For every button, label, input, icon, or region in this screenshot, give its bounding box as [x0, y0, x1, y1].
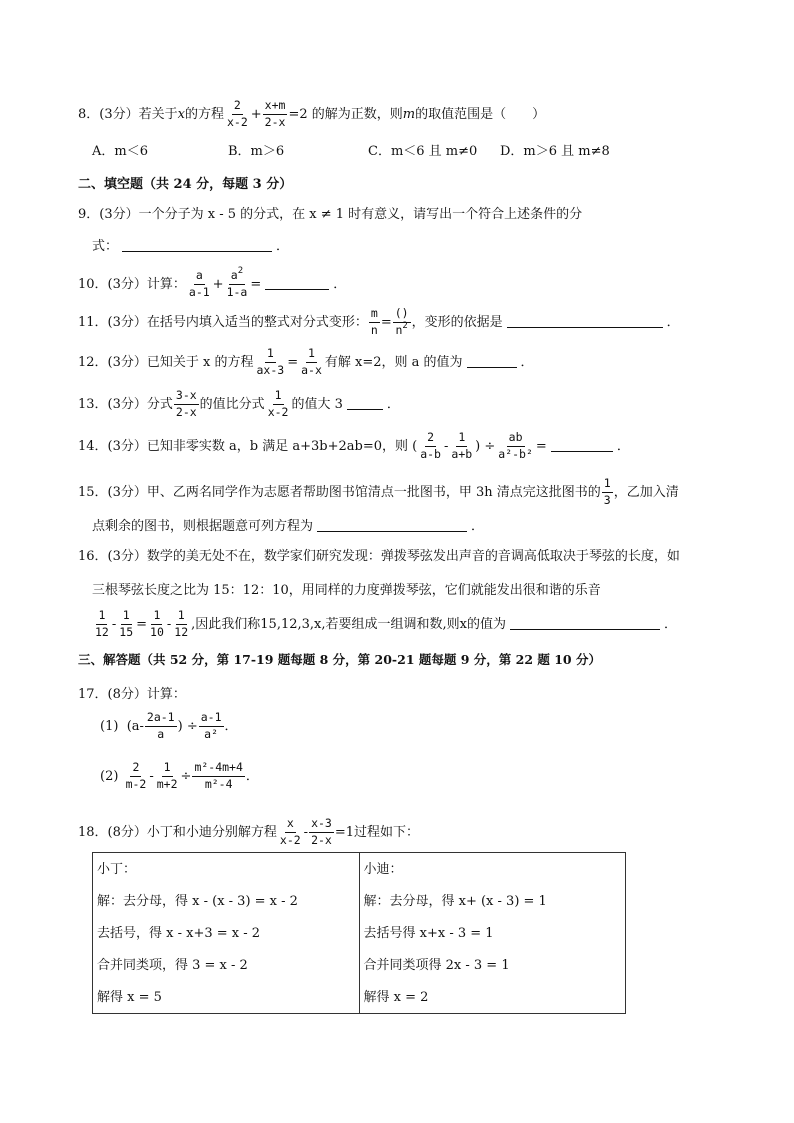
- q8-options: [92, 145, 610, 158]
- section-2-heading: 二、填空题（共 24 分，每题 3 分）: [78, 177, 293, 192]
- q12-text: 12．(3分）已知关于 x 的方程: [78, 354, 254, 370]
- q11-fraction-2: () $n^2$: [394, 306, 409, 337]
- q9-label: 式：: [92, 239, 119, 254]
- q11-end: ．: [666, 314, 680, 330]
- q16-fraction-1: 1 12: [95, 608, 109, 639]
- q8-text-4: 的取值范围是（ ）: [415, 106, 546, 122]
- q17-p2-div: ÷: [180, 768, 192, 784]
- q14-blank[interactable]: [551, 441, 613, 452]
- q13-fraction-2: 1 x-2: [267, 388, 289, 419]
- q8-text-2: 的方程: [184, 106, 224, 122]
- q17-p2-fraction-3: $\frac{\text{m²-4m+4}}{\text{m²-4}}$: [194, 760, 243, 791]
- table-row: 解得 x = 2: [363, 989, 429, 1005]
- q13-end: ．: [386, 396, 400, 412]
- table-row: 小丁：: [97, 861, 137, 877]
- q16-fraction-2: $\frac{1}{15}$: [119, 608, 134, 639]
- q9-blank[interactable]: [122, 241, 272, 252]
- q14-fraction-2: 1 a+b: [451, 430, 473, 461]
- q8-fraction-1: 2 x-2: [226, 98, 248, 129]
- q8-plus: +: [250, 106, 262, 122]
- q17-title: 17．(8分）计算：: [78, 687, 186, 702]
- q18-tail: =1过程如下：: [334, 824, 420, 840]
- q12-blank[interactable]: [467, 357, 517, 368]
- q12-fraction-1: $\frac{1}{ax-3}$: [256, 346, 285, 377]
- q18-minus: -: [303, 824, 309, 840]
- q15-text: 15．(3分）甲、乙两名同学作为志愿者帮助图书馆清点一批图书，甲 3h 清点完这批图书的: [78, 484, 601, 500]
- q12-end: ．: [520, 354, 534, 370]
- q11-fraction-1: $\frac{m}{n}$: [370, 306, 378, 337]
- q14-minus: -: [443, 438, 449, 454]
- q13-fraction-1: 3-x 2-x: [175, 388, 197, 419]
- q17-p1-fraction-1: 2a-1 a: [146, 710, 175, 741]
- q15-fraction: 1 3: [603, 476, 611, 507]
- q17-p2-fraction-1: 2 m-2: [125, 760, 147, 791]
- table-row: 小迪：: [363, 861, 403, 877]
- section-3-heading: 三、解答题（共 52 分，第 17-19 题每题 8 分，第 20-21 题每题 9 分，第 22 题 10 分）: [78, 652, 601, 667]
- q8-text-3: =2 的解为正数，则: [288, 106, 403, 122]
- q16-fraction-3: $\frac{1}{10}$: [150, 608, 164, 639]
- question-18: [78, 818, 419, 846]
- q9-line-1: 9．(3分）一个分子为 x - 5 的分式，在 x ≠ 1 时有意义，请写出一个符合上述条件的分: [78, 207, 583, 222]
- q10-end: ．: [333, 276, 347, 292]
- question-14: [78, 432, 630, 460]
- q17-p1-open: (a-: [126, 718, 144, 734]
- table-row: 解：去分母，得 x+ (x - 3) = 1: [363, 893, 547, 909]
- q17-p2-minus: -: [149, 768, 154, 784]
- q16-minus-1: -: [111, 616, 117, 632]
- q18-text: 18．(8分）小丁和小迪分别解方程: [78, 824, 277, 840]
- q10-eq: =: [250, 276, 262, 292]
- q17-p1-end: ．: [224, 718, 238, 734]
- q10-text: 10．(3分）计算：: [78, 276, 186, 292]
- solution-xiaodi: [359, 853, 626, 1014]
- q12-mid: 有解 x=2，则 a 的值为: [324, 354, 463, 370]
- q14-fraction-3: $\frac{ab}{\text{a²-b²}}$: [498, 430, 533, 461]
- solution-xiaoding: [93, 853, 360, 1014]
- q18-fraction-2: $\frac{x-3}{2-x}$: [311, 816, 332, 847]
- q15-line-2: [92, 520, 484, 533]
- q8-option-a: A．m＜6: [92, 144, 148, 159]
- q16-blank[interactable]: [510, 619, 660, 630]
- q8-option-d: D．m＞6 且 m≠8: [500, 144, 610, 159]
- q11-mid: ，变形的依据是: [411, 314, 503, 330]
- q13-mid: 的值比分式: [199, 396, 265, 412]
- question-11: [78, 308, 680, 337]
- q16-text-3: ,因此我们称15,12,3,x,若要组成一组调和数,则x的值为: [191, 616, 506, 632]
- q10-plus: +: [212, 276, 224, 292]
- table-row: 解得 x = 5: [97, 989, 162, 1005]
- question-13: [78, 390, 400, 418]
- q10-blank[interactable]: [265, 279, 329, 290]
- q14-div: ) ÷: [475, 438, 496, 454]
- q17-p2-fraction-2: $\frac{1}{m+2}$: [156, 760, 178, 791]
- q11-text: 11．(3分）在括号内填入适当的整式对分式变形：: [78, 314, 368, 330]
- q11-blank[interactable]: [507, 317, 663, 328]
- q17-p1-fraction-2: $\frac{a-1}{\text{a²}}$: [200, 710, 222, 741]
- q17-part-2: [100, 762, 259, 790]
- question-8: [78, 100, 545, 128]
- q8-m: m: [402, 106, 416, 122]
- q15-text-end: ，乙加入清: [613, 484, 679, 500]
- q13-text: 13．(3分）分式: [78, 396, 173, 412]
- question-10: [78, 266, 347, 299]
- q15-end: ．: [471, 519, 485, 534]
- table-row: 合并同类项得 2x - 3 = 1: [363, 957, 510, 973]
- question-12: [78, 348, 534, 376]
- q13-blank[interactable]: [347, 399, 383, 410]
- q12-eq: =: [287, 354, 299, 370]
- q11-eq: =: [380, 314, 392, 330]
- q14-eq: =: [535, 438, 547, 454]
- q15-text-2: 点剩余的图书，则根据题意可列方程为: [92, 519, 314, 534]
- q8-text-1: 8．(3分）若关于: [78, 106, 178, 122]
- table-row: 解：去分母，得 x - (x - 3) = x - 2: [97, 893, 298, 909]
- q16-line-3: [92, 610, 677, 638]
- q16-fraction-4: 1 12: [174, 608, 189, 639]
- q10-fraction-1: a a-1: [188, 268, 210, 299]
- solution-table: [92, 852, 626, 1014]
- q17-part-1-label: (1): [100, 718, 119, 734]
- q13-mid2: 的值大 3: [291, 396, 343, 412]
- q8-option-b: B．m＞6: [228, 144, 285, 159]
- table-row: 去括号得 x+x - 3 = 1: [363, 925, 494, 941]
- q14-end: ．: [616, 438, 630, 454]
- q16-minus-2: -: [166, 616, 172, 632]
- q8-fraction-2: $\frac{x+m}{2-x}$: [264, 98, 286, 129]
- q10-fraction-2: $\frac{a^2}{1-a}$: [226, 266, 248, 299]
- q16-line-1: 16．(3分）数学的美无处不在，数学家们研究发现：弹拨琴弦发出声音的音调高低取决于琴弦的长度，如: [78, 549, 680, 564]
- q12-fraction-2: $\frac{1}{a-x}$: [301, 346, 322, 377]
- table-row: 合并同类项，得 3 = x - 2: [97, 957, 248, 973]
- q16-eq: =: [136, 616, 148, 632]
- q8-x: x: [177, 106, 185, 122]
- table-row: 去括号，得 x - x+3 = x - 2: [97, 925, 261, 941]
- q14-text: 14．(3分）已知非零实数 a，b 满足 a+3b+2ab=0，则 (: [78, 438, 418, 454]
- q9-line-2: [92, 240, 289, 253]
- q15-line-1: [78, 478, 679, 506]
- q16-line-2: 三根琴弦长度之比为 15：12：10，用同样的力度弹拨琴弦，它们就能发出很和谐的乐音: [92, 583, 601, 598]
- q17-part-1: [100, 712, 238, 740]
- q17-p1-close: ) ÷: [177, 718, 198, 734]
- q9-end: ．: [276, 239, 290, 254]
- q16-end: ．: [663, 616, 677, 632]
- q17-part-2-label: (2): [100, 768, 119, 784]
- q14-fraction-1: 2 a-b: [420, 430, 441, 461]
- q18-fraction-1: x x-2: [279, 816, 301, 847]
- q15-blank[interactable]: [317, 521, 467, 532]
- q17-p2-end: ．: [245, 768, 259, 784]
- q8-option-c: C．m＜6 且 m≠0: [368, 144, 478, 159]
